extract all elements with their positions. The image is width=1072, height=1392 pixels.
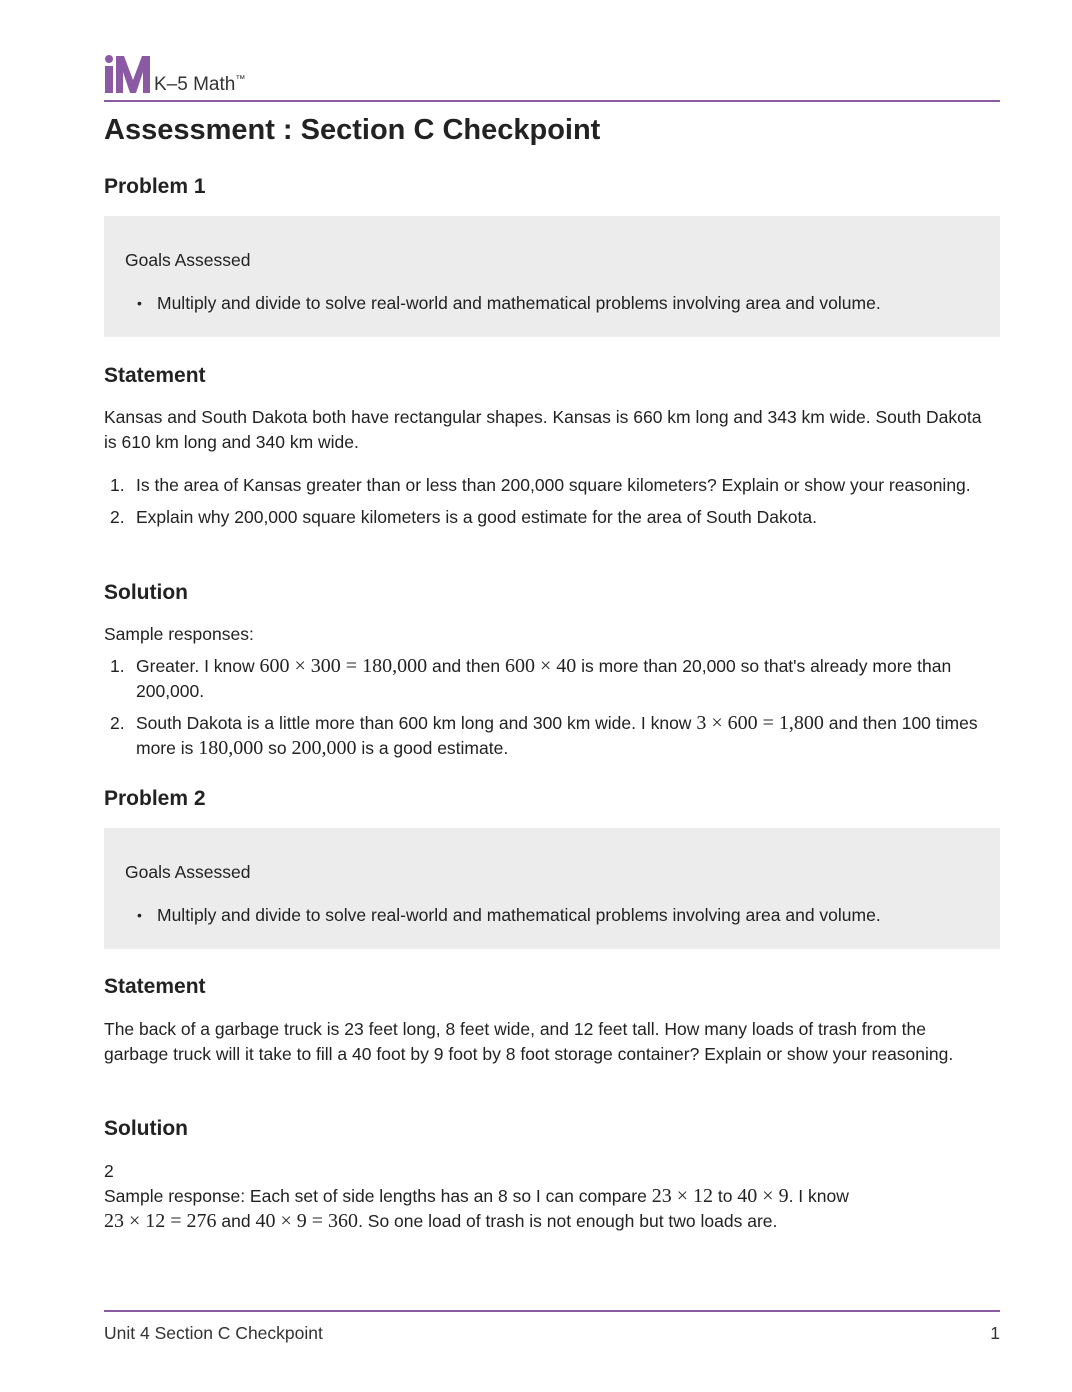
goals-heading: Goals Assessed [125,862,251,882]
list-item: 1. Is the area of Kansas greater than or less than 200,000 square kilometers? Explain or show your reasoning. [110,475,971,495]
bullet-icon: • [137,907,142,923]
math-expression: 600 × 40 [504,655,577,677]
math-expression: 180,000 [198,737,264,759]
solution-intro-1: Sample responses: [104,624,254,644]
solution-sample-2: Sample response: Each set of side lengths has an 8 so I can compare 23 × 12 to 40 × 9. I know 23 × 12 = 276 and 40 × 9 = 360. So one load of trash is not enough but two loads are. [104,1185,849,1232]
im-logo [104,54,245,94]
goals-box-2 [104,828,1000,949]
bullet-icon: • [137,295,142,311]
logo-text: K–5 Math™ [154,74,246,95]
goals-heading: Goals Assessed [125,250,251,270]
goals-box-1 [104,216,1000,337]
im-logo-icon [104,54,150,94]
footer-unit-label: Unit 4 Section C Checkpoint [104,1323,323,1343]
math-expression: 3 × 600 = 1,800 [696,712,824,734]
math-expression: 40 × 9 = 360 [255,1210,359,1232]
document-page [104,0,1000,1392]
statement-heading-1: Statement [104,364,206,387]
solution-list-1 [104,654,994,768]
statement-text-1: Kansas and South Dakota both have rectangular shapes. Kansas is 660 km long and 343 km wide. South Dakota is 610 km long and 340 km wide. [104,407,982,452]
list-item: 1. Greater. I know 600 × 300 = 180,000 and then 600 × 40 is more than 20,000 so that's already more than 200,000. [110,655,952,701]
math-expression: 200,000 [291,737,357,759]
list-item: 2. Explain why 200,000 square kilometers is a good estimate for the area of South Dakota. [110,507,817,527]
math-expression: 600 × 300 = 180,000 [259,655,428,677]
math-expression: 40 × 9 [737,1185,789,1207]
goal-item: Multiply and divide to solve real-world and mathematical problems involving area and volume. [157,905,881,925]
goal-item: Multiply and divide to solve real-world and mathematical problems involving area and volume. [157,293,881,313]
statement-heading-2: Statement [104,975,206,998]
math-expression: 23 × 12 [651,1185,713,1207]
page-number: 1 [990,1323,1000,1343]
statement-text-2: The back of a garbage truck is 23 feet long, 8 feet wide, and 12 feet tall. How many loads of trash from the garbage truck will it take to fill a 40 foot by 9 foot by 8 foot storage container? Explain or show your reasoning. [104,1019,954,1064]
header-divider [104,100,1000,102]
solution-heading-2: Solution [104,1117,188,1140]
math-expression: 23 × 12 = 276 [104,1210,217,1232]
solution-answer-2: 2 [104,1161,114,1181]
problem-1-heading: Problem 1 [104,175,206,198]
footer-divider [104,1310,1000,1312]
page-title: Assessment : Section C Checkpoint [104,114,601,146]
solution-heading-1: Solution [104,581,188,604]
list-item: 2. South Dakota is a little more than 600 km long and 300 km wide. I know 3 × 600 = 1,800 and then 100 times more is 180,000 so 200,000 is a good estimate. [110,712,978,759]
question-list-1 [104,473,994,537]
problem-2-heading: Problem 2 [104,787,206,810]
